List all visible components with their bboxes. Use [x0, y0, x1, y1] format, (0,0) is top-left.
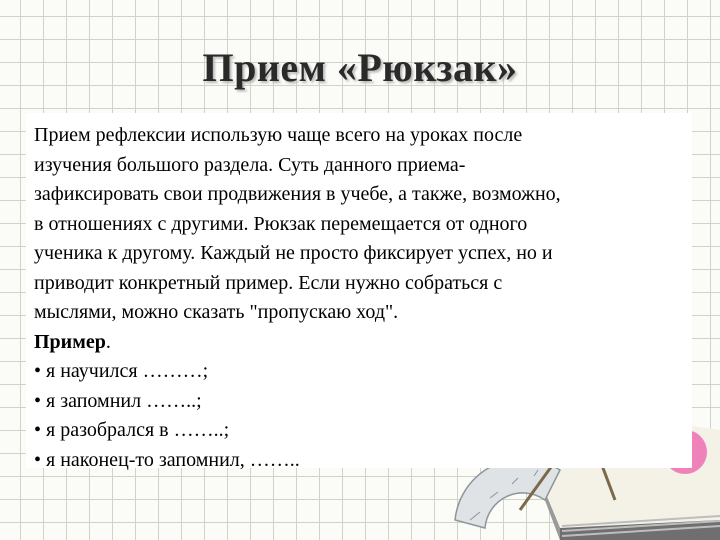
paragraph-line: ученика к другому. Каждый не просто фиксирует успех, но и — [34, 242, 553, 264]
example-list — [34, 357, 684, 475]
paragraph-line: приводит конкретный пример. Если нужно собраться с — [34, 271, 503, 294]
paragraph-line: в отношениях с другими. Рюкзак перемещается от одного — [34, 212, 528, 235]
paragraph-line: зафиксировать свои продвижения в учебе, а также, возможно, — [34, 183, 561, 205]
paragraph-line: Прием рефлексии использую чаще всего на уроках после — [34, 124, 523, 146]
list-item: • я научился ………; — [34, 360, 209, 382]
list-item: • я запомнил ……..; — [34, 389, 202, 412]
example-heading — [34, 328, 684, 358]
slide-title: Прием «Рюкзак» — [202, 45, 518, 90]
content-box — [26, 113, 692, 471]
list-item: • я разобрался в ……..; — [34, 419, 230, 441]
description-paragraph — [34, 121, 684, 357]
example-suffix: . — [105, 330, 111, 353]
paragraph-line: мыслями, можно сказать "пропускаю ход". — [34, 301, 399, 323]
list-item: • я наконец-то запомнил, …….. — [34, 448, 300, 471]
paragraph-line: изучения большого раздела. Суть данного приема- — [34, 153, 466, 176]
example-label: Пример — [34, 330, 106, 353]
